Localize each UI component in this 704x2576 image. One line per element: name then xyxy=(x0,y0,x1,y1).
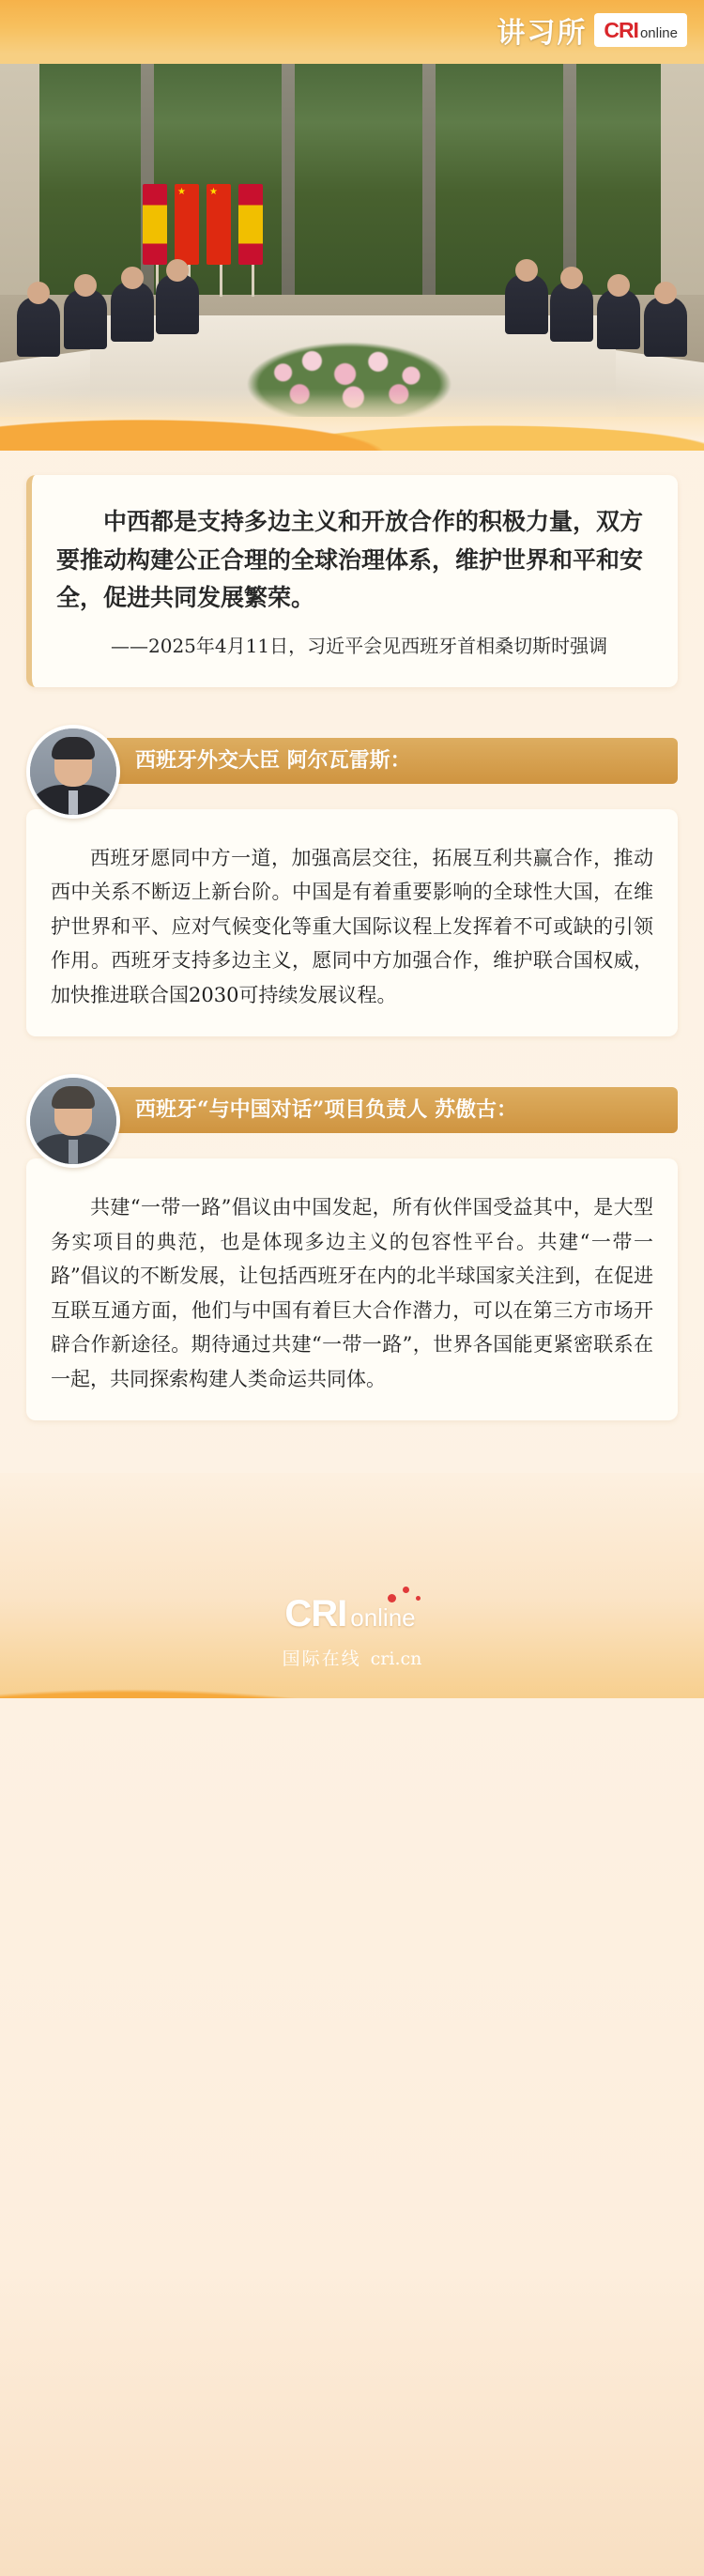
speaker-header xyxy=(26,1074,678,1168)
window-mullion xyxy=(282,64,295,299)
speaker-title: 西班牙“与中国对话”项目负责人 苏傲古： xyxy=(107,1087,678,1133)
quote-card xyxy=(26,475,678,687)
speaker-title-wrap xyxy=(107,738,678,784)
delegate-figure xyxy=(597,289,640,349)
cri-suffix: online xyxy=(639,25,678,41)
speaker-header xyxy=(26,725,678,819)
speaker-block xyxy=(26,725,678,1037)
speaker-body xyxy=(26,1158,678,1420)
delegate-figure xyxy=(644,297,687,357)
delegate-figure xyxy=(156,274,199,334)
speaker-title: 西班牙外交大臣 阿尔瓦雷斯： xyxy=(107,738,678,784)
speaker-text: 西班牙愿同中方一道，加强高层交往，拓展互利共赢合作，推动西中关系不断迈上新台阶。中国是有着重要影响的全球性大国，在维护世界和平、应对气候变化等重大国际议程上发挥着不可或缺的引领作用。西班牙支持多边主义，愿同中方加强合作，维护联合国权威，加快推进联合国2030可持续发展议程。 xyxy=(51,846,653,1006)
delegate-figure xyxy=(550,282,593,342)
speaker-block xyxy=(26,1074,678,1420)
speaker-text: 共建“一带一路”倡议由中国发起，所有伙伴国受益其中，是大型务实项目的典范，也是体现多边主义的包容性平台。共建“一带一路”倡议的不断发展，让包括西班牙在内的北半球国家关注到，在促进互联互通方面，他们与中国有着巨大合作潜力，可以在第三方市场开辟合作新途径。期待通过共建“一带一路”，世界各国能更紧密联系在一起，共同探索构建人类命运共同体。 xyxy=(51,1196,653,1390)
portrait-illustration xyxy=(30,1078,116,1164)
speaker-body xyxy=(26,809,678,1037)
meeting-photo xyxy=(0,64,704,417)
footer-cri-mark: CRI xyxy=(284,1593,347,1635)
footer-site-name: 国际在线 xyxy=(282,1648,361,1670)
china-flag-icon xyxy=(175,184,199,265)
spain-flag-icon xyxy=(238,184,263,265)
avatar xyxy=(26,1074,120,1168)
portrait-illustration xyxy=(30,728,116,815)
speaker-title-wrap xyxy=(107,1087,678,1133)
cri-online-logo xyxy=(594,13,687,47)
window-mullion xyxy=(563,64,576,299)
program-logo: 讲习所 xyxy=(497,17,588,50)
delegate-figure xyxy=(111,282,154,342)
delegate-figure xyxy=(17,297,60,357)
delegate-figure xyxy=(505,274,548,334)
avatar xyxy=(26,725,120,819)
footer xyxy=(0,1473,704,1698)
spain-flag-icon xyxy=(143,184,167,265)
cri-mark: CRI xyxy=(604,18,638,42)
hero-banner xyxy=(0,0,704,451)
footer-subline xyxy=(283,1645,422,1670)
footer-site-url: cri.cn xyxy=(370,1648,422,1670)
hero-wave-decoration xyxy=(0,389,704,451)
brand-logo-group xyxy=(497,9,687,51)
quote-source: ——2025年4月11日，习近平会见西班牙首相桑切斯时强调 xyxy=(111,634,608,657)
window-mullion xyxy=(422,64,436,299)
footer-cri-suffix: online xyxy=(350,1603,416,1633)
delegate-figure xyxy=(64,289,107,349)
quote-text: 中西都是支持多边主义和开放合作的积极力量，双方要推动构建公正合理的全球治理体系，维护世界和平和安全，促进共同发展繁荣。 xyxy=(56,508,644,611)
china-flag-icon xyxy=(207,184,231,265)
footer-logo xyxy=(284,1593,419,1635)
